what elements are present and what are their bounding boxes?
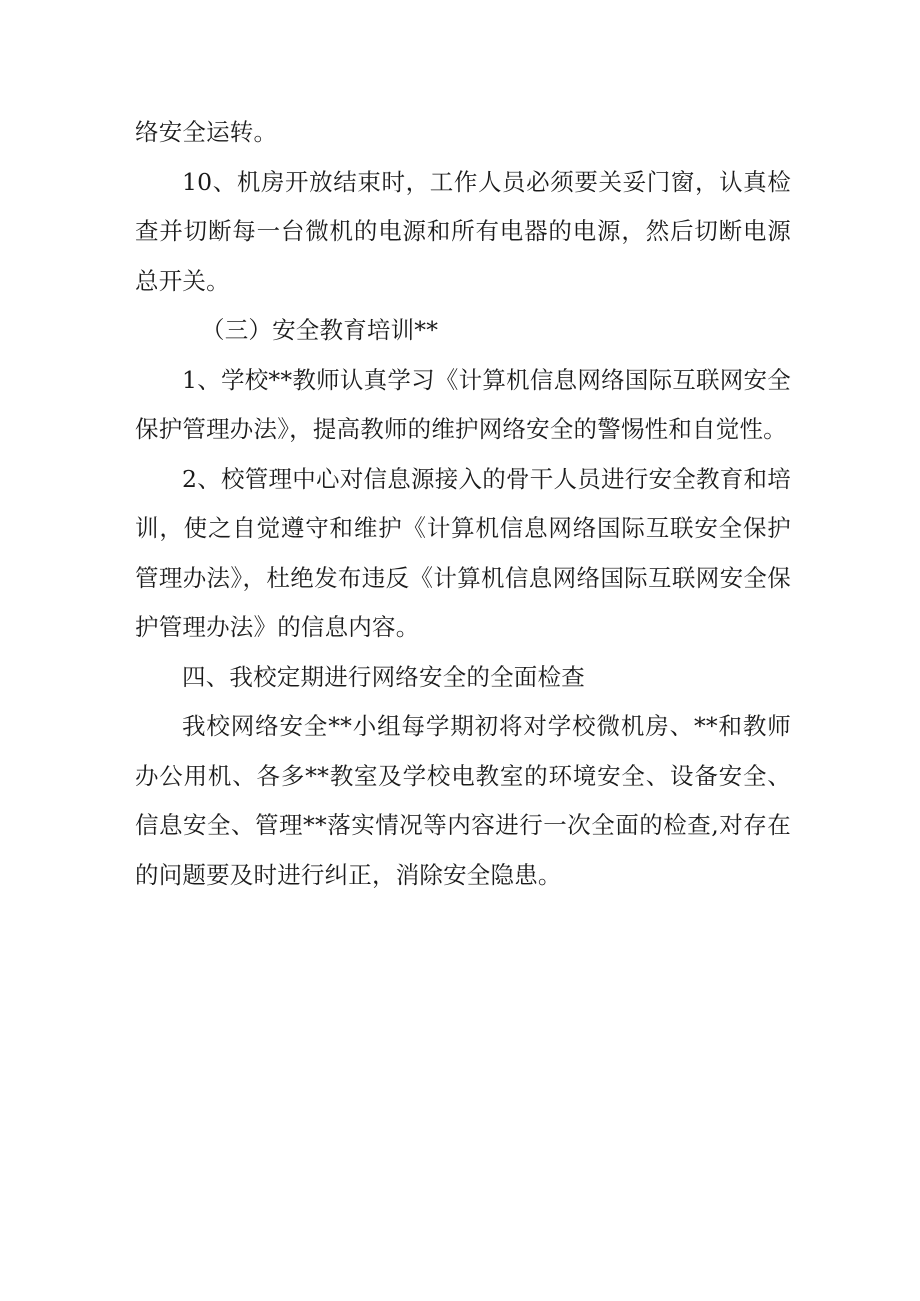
paragraph-item-2: 2、校管理中心对信息源接入的骨干人员进行安全教育和培训，使之自觉遵守和维护《计算机信息网络国际互联安全保护管理办法》，杜绝发布违反《计算机信息网络国际互联网安全保护管理办法》的信息内容。 bbox=[135, 464, 791, 641]
section-heading-inspection: 四、我校定期进行网络安全的全面检查 bbox=[182, 662, 585, 691]
paragraph-item-10: 10、机房开放结束时，工作人员必须要关妥门窗，认真检查并切断每一台微机的电源和所有电器的电源，然后切断电源总开关。 bbox=[135, 167, 791, 295]
paragraph-inspection: 我校网络安全**小组每学期初将对学校微机房、**和教师办公用机、各多**教室及学校电教室的环境安全、设备安全、信息安全、管理**落实情况等内容进行一次全面的检查,对存在的问题要及时进行纠正，消除安全隐患。 bbox=[135, 712, 791, 889]
document-body bbox=[135, 108, 791, 900]
paragraph-continuation: 络安全运转。 bbox=[135, 118, 278, 146]
paragraph-item-1: 1、学校**教师认真学习《计算机信息网络国际互联网安全保护管理办法》，提高教师的维护网络安全的警惕性和自觉性。 bbox=[135, 365, 791, 443]
section-heading-training: （三）安全教育培训** bbox=[201, 316, 439, 344]
